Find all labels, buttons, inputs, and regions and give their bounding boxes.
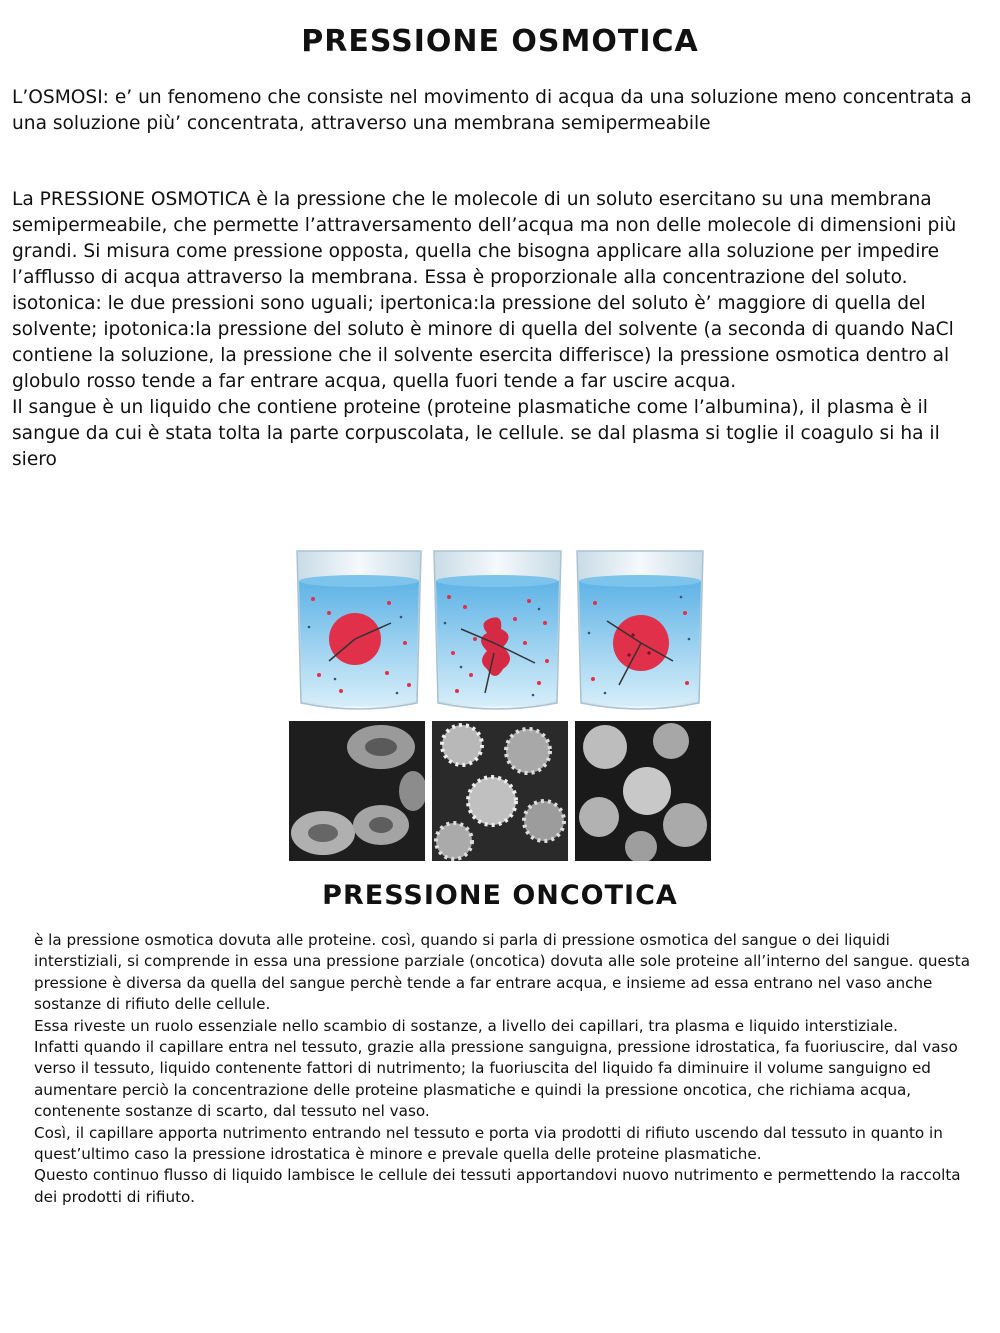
osmotic-pressure-text [12, 187, 988, 473]
oncotic-paragraph: Questo continuo flusso di liquido lambisce le cellule dei tessuti apportandovi nuovo nutrimento e permettendo la raccolta dei prodotti di rifiuto. [34, 1166, 961, 1206]
beakers-illustration [289, 543, 711, 715]
oncotic-paragraph: Essa riveste un ruolo essenziale nello scambio di sostanze, a livello dei capillari, tra plasma e liquido interstiziale. [34, 1016, 898, 1035]
micrograph-crenated-cells [432, 721, 568, 861]
osmotic-pressure-paragraph: La PRESSIONE OSMOTICA è la pressione che le molecole di un soluto esercitano su una membrana semipermeabile, che permette l’attraversamento dell’acqua ma non delle molecole di dimensioni più grandi. Si misura come pressione opposta, quella che bisogna applicare alla soluzione per impedire l’afflusso di acqua attraverso la membrana. Essa è proporzionale alla concentrazione del soluto. isotonica: le due pressioni sono uguali; ipertonica:la pressione del soluto è’ maggiore di quella del solvente; ipotonica:la pressione del soluto è minore di quella del solvente (a seconda di quando NaCl contiene la soluzione, la pressione che il solvente esercita differisce) la pressione osmotica dentro al globulo rosso tende a far entrare acqua, quella fuori tende a far uscire acqua. [12, 189, 957, 392]
beaker-hypotonic [577, 551, 703, 709]
micrograph-normal-cells [289, 721, 425, 861]
oncotic-paragraph: Infatti quando il capillare entra nel tessuto, grazie alla pressione sanguigna, pressione idrostatica, fa fuoriuscire, dal vaso verso il tessuto, liquido contenente fattori di nutrimento; la fuoriuscita del liquido fa diminuire il volume sanguigno ed aumentare perciò la concentrazione delle proteine plasmatiche e quindi la pressione oncotica, che richiama acqua, contenente sostanze di scarto, dal tessuto nel vaso. [34, 1038, 958, 1121]
beaker-hypertonic [434, 551, 561, 709]
osmosis-figure [289, 543, 711, 861]
section-title-oncotica: PRESSIONE ONCOTICA [322, 880, 678, 911]
micrograph-swollen-cells [575, 721, 711, 861]
oncotic-paragraph: Così, il capillare apporta nutrimento entrando nel tessuto e porta via prodotti di rifiuto uscendo dal tessuto in quanto in quest’ultimo caso la pressione idrostatica è minore e prevale quella delle proteine plasmatiche. [34, 1123, 943, 1164]
micrographs [289, 721, 711, 861]
beaker-isotonic [297, 551, 421, 709]
osmosis-definition [12, 85, 988, 137]
page-title-osmotica: PRESSIONE OSMOTICA [301, 24, 699, 59]
oncotic-paragraph: è la pressione osmotica dovuta alle proteine. così, quando si parla di pressione osmotica del sangue o dei liquidi interstiziali, si comprende in essa una pressione parziale (oncotica) dovuta alle sole proteine all’interno del sangue. questa pressione è diversa da quella del sangue perchè tende a far entrare acqua, e insieme ad essa entrano nel vaso anche sostanze di rifiuto delle cellule. [34, 931, 971, 1014]
oncotic-pressure-text [34, 930, 974, 1208]
blood-paragraph: Il sangue è un liquido che contiene proteine (proteine plasmatiche come l’albumina), il plasma è il sangue da cui è stata tolta la parte corpuscolata, le cellule. se dal plasma si toglie il coagulo si ha il siero [12, 397, 940, 470]
osmosis-paragraph: L’OSMOSI: e’ un fenomeno che consiste nel movimento di acqua da una soluzione meno concentrata a una soluzione più’ concentrata, attraverso una membrana semipermeabile [12, 87, 972, 134]
